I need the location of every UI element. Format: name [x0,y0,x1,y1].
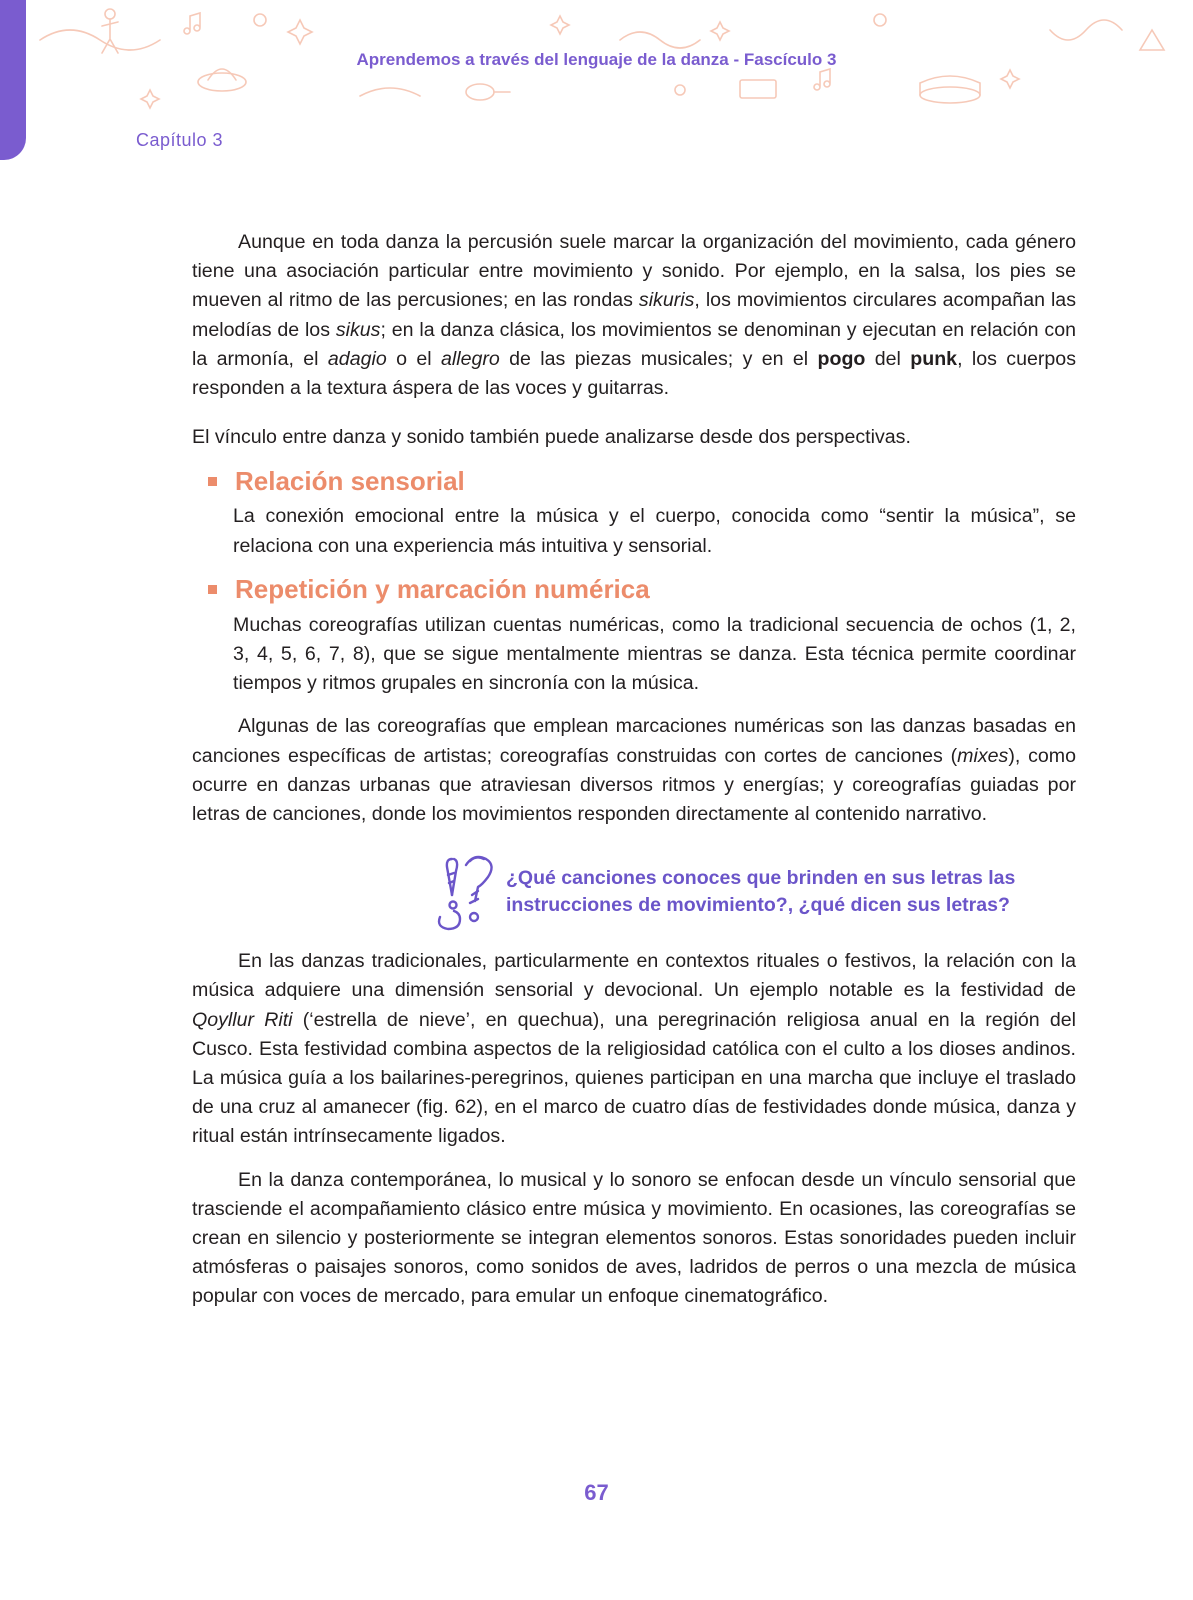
bullet-body: La conexión emocional entre la música y el cuerpo, conocida como “sentir la música”, se relaciona con una experiencia más intuitiva y sensorial. [233,505,1076,557]
paragraph-perspectives: El vínculo entre danza y sonido también puede analizarse desde dos perspectivas. [192,426,911,449]
paragraph-percussion: Aunque en toda danza la percusión suele marcar la organización del movimiento, cada género tiene una asociación particular entre movimiento y sonido. Por ejemplo, en la salsa, los pies se mueven al ritmo de las percusiones; en las rondas sikuris, los movimientos circulares acompañan las melodías de los sikus; en la danza clásica, los movimientos se denominan y ejecutan en relación con la armonía, el adagio o el allegro de las piezas musicales; y en el pogo del punk, los cuerpos responden a la textura áspera de las voces y guitarras. [192,231,1077,400]
header-title: Aprendemos a través del lenguaje de la danza - Fascículo 3 [356,50,837,69]
question-text: ¿Qué canciones conoces que brinden en sus letras las instrucciones de movimiento?, ¿qué dicen sus letras? [506,867,1016,917]
maracas-icon [466,84,510,100]
paragraph-numeric-choreographies: Algunas de las coreografías que emplean marcaciones numéricas son las danzas basadas en canciones específicas de artistas; coreografías construidas con cortes de canciones (mixes), como ocurre en danzas urbanas que atraviesan diversos ritmos y energías; y coreografías guiadas por letras de canciones, donde los movimientos responden directamente al contenido narrativo. [192,715,1076,826]
paragraph-contemporary-dance: En la danza contemporánea, lo musical y lo sonoro se enfocan desde un vínculo sensorial que trasciende el acompañamiento clásico entre música y movimiento. En ocasiones, las coreografías se crean en silencio y posteriormente se integran elementos sonoros. Estas sonoridades pueden incluir atmósferas o paisajes sonoros, como sonidos de aves, ladridos de perros o una mezcla de música popular con voces de mercado, para emular un enfoque cinematográfico. [192,1168,1076,1308]
chapter-label: Capítulo 3 [136,130,224,150]
bullet-square-icon [208,477,217,486]
paragraph-traditional-dances: En las danzas tradicionales, particularmente en contextos rituales o festivos, la relación con la música adquiere una dimensión sensorial y devocional. Un ejemplo notable es la festividad de Qoyllur Riti (‘estrella de nieve’, en quechua), una peregrinación religiosa anual en la región del Cusco. Esta festividad combina aspectos de la religiosidad católica con el culto a los dioses andinos. La música guía a los bailarines-peregrinos, quienes participan en una marcha que incluye el traslado de una cruz al amanecer (fig. 62), en el marco de cuatro días de festividades donde música, danza y ritual están intrínsecamente ligados. [192,950,1076,1148]
bullet-sensorial [192,464,1076,560]
question-exclamation-icon [432,851,496,933]
bullet-square-icon [208,585,217,594]
question-callout [432,851,1076,933]
music-note-icon [184,13,200,34]
bullet-repeticion [192,573,1076,699]
bullet-title: Relación sensorial [235,465,465,496]
page-content [192,228,1076,1312]
page-number: 67 [584,1480,609,1505]
drum-icon [920,76,980,103]
bullet-title: Repetición y marcación numérica [235,574,650,605]
bullet-body: Muchas coreografías utilizan cuentas numéricas, como la tradicional secuencia de ochos (1, 2, 3, 4, 5, 6, 7, 8), que se sigue mentalmente mientras se danza. Esta técnica permite coordinar tiempos y ritmos grupales en sincronía con la música. [233,613,1076,695]
hat-icon [198,69,246,91]
